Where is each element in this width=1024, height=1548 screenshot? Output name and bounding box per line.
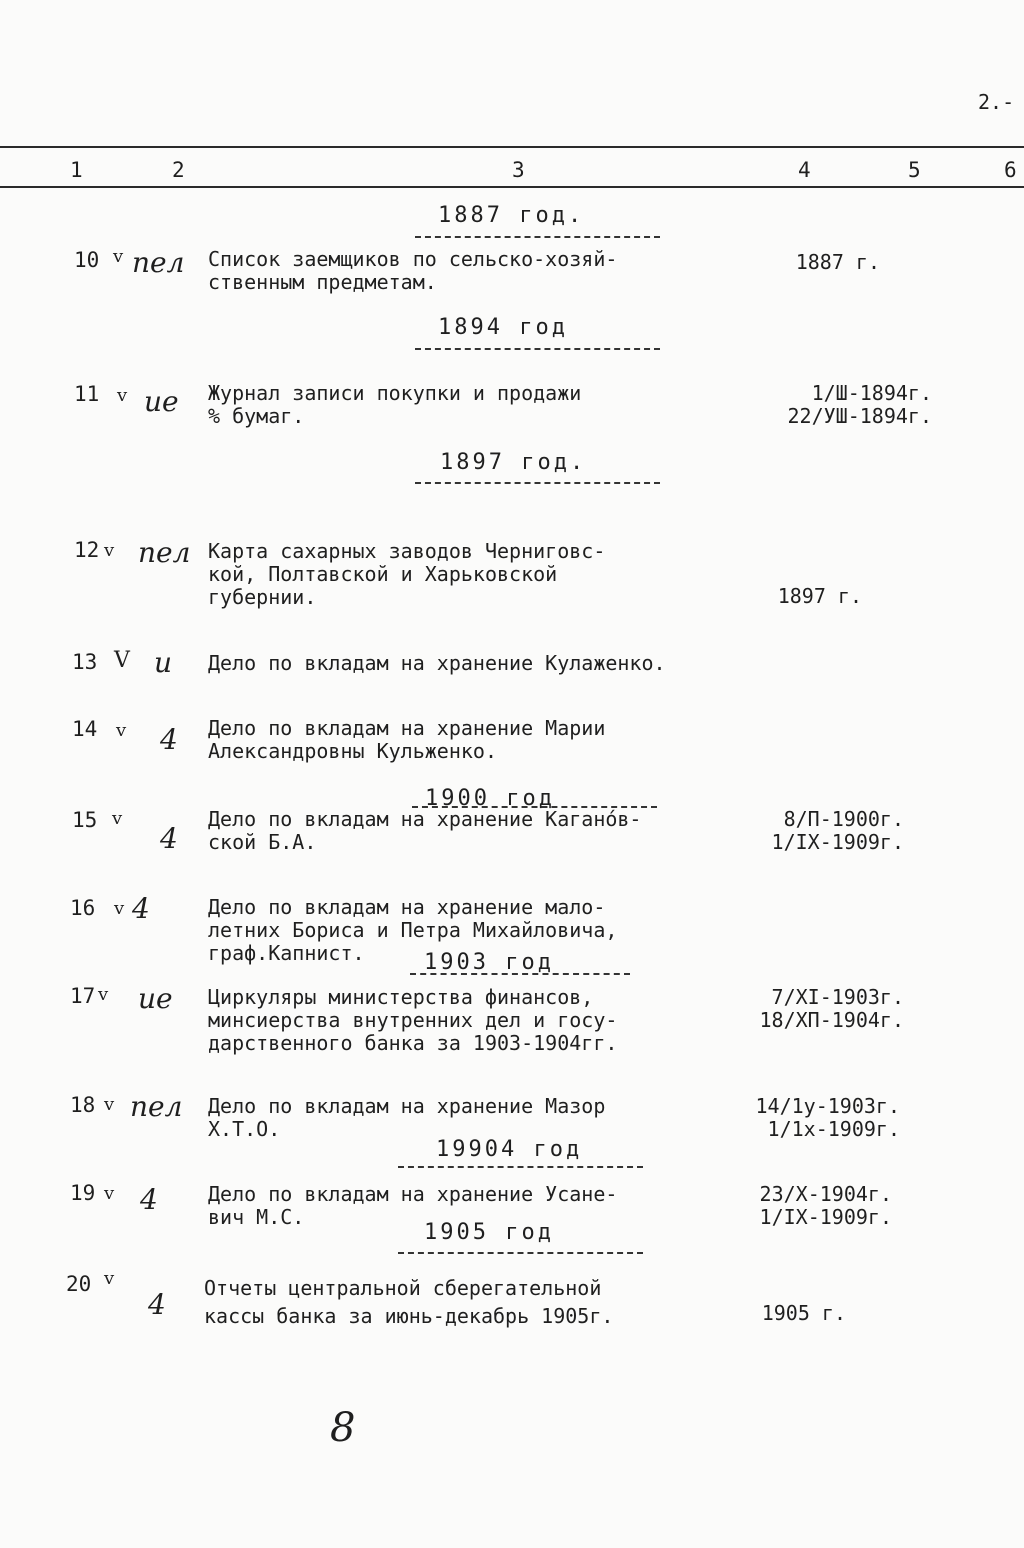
entry-dates: 1887 г. <box>795 250 880 274</box>
entry-dates: 23/Х-1904г. 1/IX-1909г. <box>759 1182 892 1229</box>
header-bottom-rule <box>0 186 1024 188</box>
entry-number: 19 <box>70 1181 96 1205</box>
header-top-rule <box>0 146 1024 148</box>
year-heading-1894: 1894 год <box>438 315 568 340</box>
entry-title: Карта сахарных заводов Черниговс- кой, Полтавской и Харьковской губернии. <box>208 539 606 609</box>
entry-dates: 7/XI-1903г. 18/ХП-1904г. <box>759 985 904 1032</box>
entry-dates: 14/1у-1903г. 1/1х-1909г. <box>755 1094 900 1141</box>
year-underline <box>415 236 660 238</box>
entry-title: Циркуляры министерства финансов, минсиерства внутренних дел и госу- дарственного банка за 1903-1904гг. <box>208 985 618 1055</box>
year-heading-1905: 1905 год <box>424 1220 554 1245</box>
entry-number: 14 <box>72 717 98 741</box>
handwritten-mark: 4 <box>132 892 150 925</box>
column-header-3: 3 <box>512 158 525 182</box>
handwritten-mark: 4 <box>140 1183 158 1216</box>
entry-number: 20 <box>66 1272 92 1296</box>
entry-title: Дело по вкладам на хранение Мазор Х.Т.О. <box>208 1094 606 1141</box>
entry-number: 12 <box>74 538 100 562</box>
check-mark: v <box>112 808 123 829</box>
column-header-6: 6 <box>1004 158 1017 182</box>
entry-number: 11 <box>74 382 100 406</box>
entry-title: Дело по вкладам на хранение мало- летних Бориса и Петра Михайловича, граф.Капнист. <box>208 895 618 965</box>
entry-dates: 1/Ш-1894г. 22/УШ-1894г. <box>787 381 932 428</box>
year-underline <box>410 973 630 975</box>
year-heading-1900: 1900 год <box>425 786 555 811</box>
check-mark: v <box>104 1183 115 1204</box>
check-mark: v <box>116 720 127 741</box>
handwritten-mark: ue <box>144 385 179 418</box>
year-underline <box>415 482 660 484</box>
check-mark: v <box>114 898 125 919</box>
entry-dates: 8/П-1900г. 1/IX-1909г. <box>771 807 904 854</box>
year-heading-1887: 1887 год. <box>438 203 585 228</box>
year-heading-1903: 1903 год <box>424 950 554 975</box>
check-mark: v <box>113 246 124 267</box>
entry-title: Список заемщиков по сельско-хозяй- ственным предметам. <box>208 247 618 294</box>
handwritten-mark: 4 <box>160 822 178 855</box>
check-mark: v <box>104 1094 115 1115</box>
check-mark: V <box>114 648 130 673</box>
column-header-1: 1 <box>70 158 83 182</box>
handwritten-mark: neл <box>132 246 185 279</box>
handwritten-mark: 4 <box>160 723 178 756</box>
year-underline <box>398 1252 643 1254</box>
handwritten-signature: 8 <box>330 1405 356 1451</box>
handwritten-mark: u <box>154 646 173 679</box>
entry-title: Отчеты центральной сберегательной кассы банка за июнь-декабрь 1905г. <box>204 1276 614 1328</box>
year-underline <box>398 1166 643 1168</box>
entry-number: 15 <box>72 808 98 832</box>
entry-title: Дело по вкладам на хранение Кагано́в- ской Б.А. <box>208 807 642 854</box>
check-mark: v <box>104 540 115 561</box>
check-mark: v <box>104 1268 115 1289</box>
year-underline <box>415 348 660 350</box>
column-header-5: 5 <box>908 158 921 182</box>
entry-title: Дело по вкладам на хранение Марии Александровны Кульженко. <box>208 716 606 763</box>
entry-title: Журнал записи покупки и продажи % бумаг. <box>208 381 582 428</box>
handwritten-mark: 4 <box>148 1288 166 1321</box>
entry-number: 10 <box>74 248 100 272</box>
handwritten-mark: neл <box>138 536 191 569</box>
entry-title: Дело по вкладам на хранение Усане- вич М.С. <box>208 1182 618 1229</box>
check-mark: v <box>98 984 109 1005</box>
entry-number: 18 <box>70 1093 96 1117</box>
check-mark: v <box>117 385 128 406</box>
entry-title: Дело по вкладам на хранение Кулаженко. <box>208 651 666 675</box>
entry-dates: 1897 г. <box>777 584 862 608</box>
entry-number: 13 <box>72 650 98 674</box>
page-number: 2.- <box>978 90 1015 114</box>
entry-number: 16 <box>70 896 96 920</box>
entry-dates: 1905 г. <box>761 1301 846 1325</box>
year-heading-1904: 19904 год <box>436 1137 583 1162</box>
column-header-2: 2 <box>172 158 185 182</box>
handwritten-mark: ue <box>138 982 173 1015</box>
year-heading-1897: 1897 год. <box>440 450 587 475</box>
handwritten-mark: neл <box>130 1090 183 1123</box>
entry-number: 17 <box>70 984 96 1008</box>
column-header-4: 4 <box>798 158 811 182</box>
